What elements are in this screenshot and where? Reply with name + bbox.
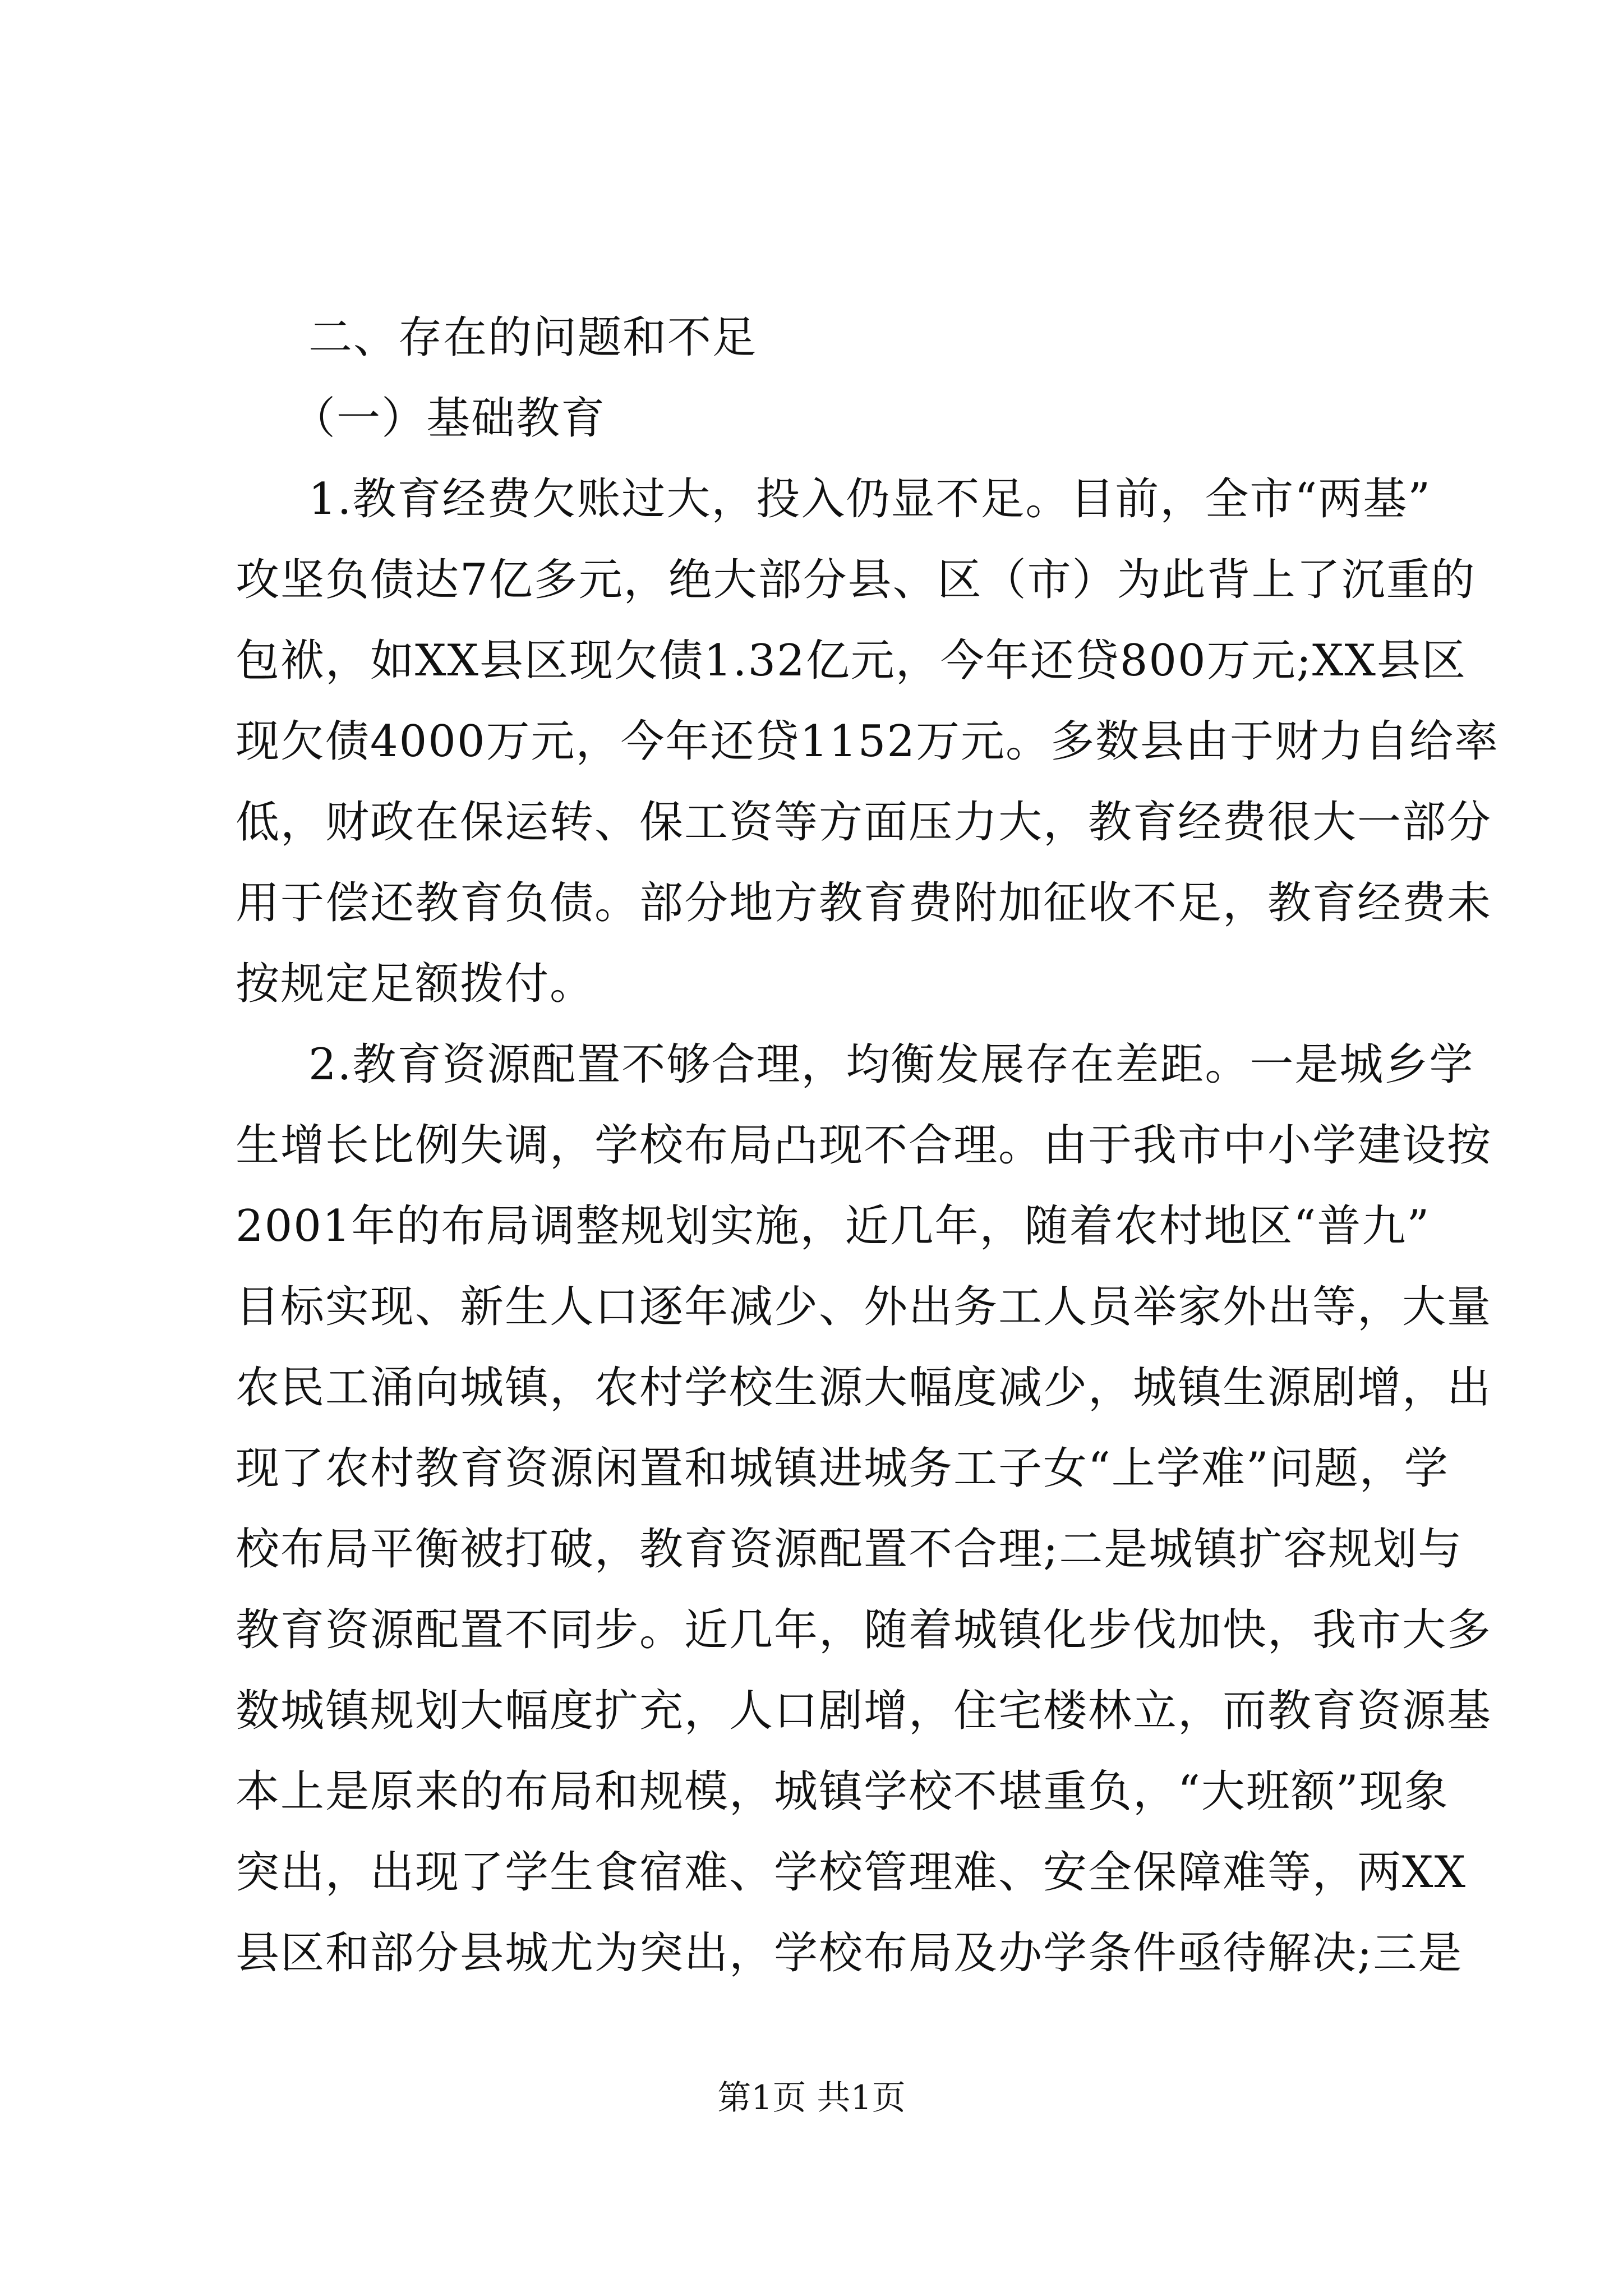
section-heading: 二、存在的问题和不足 [308, 312, 758, 363]
paragraph-line: 农民工涌向城镇，农村学校生源大幅度减少，城镇生源剧增，出 [236, 1363, 1492, 1413]
paragraph-line: 包袱，如XX县区现欠债1.32亿元，今年还贷800万元;XX县区 [236, 636, 1467, 686]
paragraph-line: 现了农村教育资源闲置和城镇进城务工子女“上学难”问题，学 [236, 1443, 1449, 1494]
paragraph-line: 用于偿还教育负债。部分地方教育费附加征收不足，教育经费未 [236, 878, 1492, 928]
paragraph-line: 县区和部分县城尤为突出，学校布局及办学条件亟待解决;三是 [236, 1928, 1463, 1978]
paragraph-line: 突出，出现了学生食宿难、学校管理难、安全保障难等，两XX [236, 1847, 1467, 1898]
paragraph-line: 现欠债4000万元，今年还贷1152万元。多数县由于财力自给率 [236, 716, 1500, 767]
paragraph-line: 2.教育资源配置不够合理，均衡发展存在差距。一是城乡学 [308, 1039, 1474, 1090]
paragraph-line: 教育资源配置不同步。近几年，随着城镇化步伐加快，我市大多 [236, 1605, 1492, 1655]
paragraph-line: 攻坚负债达7亿多元，绝大部分县、区（市）为此背上了沉重的 [236, 555, 1476, 605]
paragraph-line: 低，财政在保运转、保工资等方面压力大，教育经费很大一部分 [236, 797, 1492, 848]
subsection-heading: （一）基础教育 [292, 393, 606, 444]
paragraph-line: 2001年的布局调整规划实施，近几年，随着农村地区“普九” [236, 1201, 1431, 1251]
paragraph-line: 按规定足额拨付。 [236, 959, 595, 1009]
paragraph-line: 校布局平衡被打破，教育资源配置不合理;二是城镇扩容规划与 [236, 1524, 1463, 1575]
paragraph-line: 目标实现、新生人口逐年减少、外出务工人员举家外出等，大量 [236, 1282, 1492, 1332]
document-body [236, 297, 1500, 1994]
paragraph-line: 生增长比例失调，学校布局凸现不合理。由于我市中小学建设按 [236, 1120, 1492, 1171]
paragraph-1 [236, 459, 1500, 1024]
paragraph-line: 本上是原来的布局和规模，城镇学校不堪重负，“大班额”现象 [236, 1766, 1449, 1817]
paragraph-2 [236, 1024, 1492, 1994]
paragraph-line: 数城镇规划大幅度扩充，人口剧增，住宅楼林立，而教育资源基 [236, 1686, 1492, 1736]
paragraph-line: 1.教育经费欠账过大，投入仍显不足。目前，全市“两基” [308, 474, 1432, 524]
page-footer: 第1页 共1页 [717, 2078, 906, 2118]
